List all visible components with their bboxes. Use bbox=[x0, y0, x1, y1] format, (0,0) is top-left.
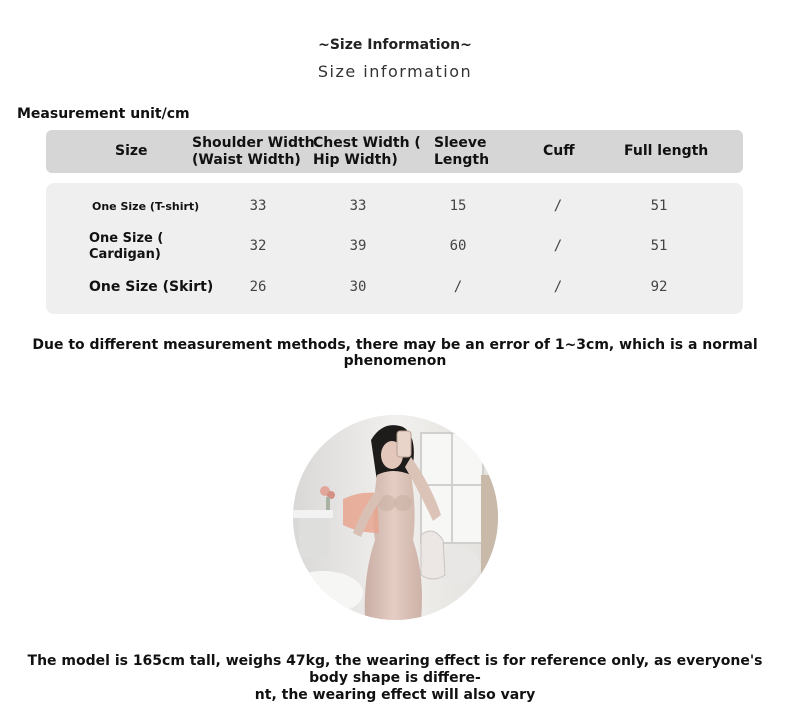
cell-sleeve: 60 bbox=[449, 238, 467, 254]
header-shoulder-line1: Shoulder Width bbox=[192, 135, 315, 151]
row-size-label bbox=[89, 231, 163, 263]
cell-chest: 30 bbox=[349, 279, 367, 295]
row-size-label: One Size (Skirt) bbox=[89, 279, 214, 295]
row-size-label-line1: One Size ( bbox=[89, 231, 164, 246]
page-title: ~Size Information~ bbox=[318, 37, 472, 53]
model-photo-icon bbox=[293, 415, 498, 620]
cell-sleeve: 15 bbox=[449, 198, 467, 214]
cell-cuff: / bbox=[553, 238, 563, 254]
model-info-note bbox=[8, 653, 782, 704]
header-chest-width bbox=[313, 135, 421, 169]
header-chest-line1: Chest Width ( bbox=[313, 135, 421, 151]
cell-full-length: 92 bbox=[650, 279, 668, 295]
header-cuff: Cuff bbox=[543, 143, 575, 159]
measurement-unit-label: Measurement unit/cm bbox=[17, 106, 190, 122]
measurement-error-note: Due to different measurement methods, there may be an error of 1~3cm, which is a normal phenomenon bbox=[32, 337, 758, 369]
row-size-label-line2: Cardigan) bbox=[89, 247, 161, 262]
cell-cuff: / bbox=[553, 198, 563, 214]
row-size-label: One Size (T-shirt) bbox=[92, 200, 200, 213]
cell-cuff: / bbox=[553, 279, 563, 295]
cell-shoulder: 33 bbox=[249, 198, 267, 214]
model-info-line2: nt, the wearing effect will also vary bbox=[254, 687, 536, 703]
page-subtitle: Size information bbox=[317, 62, 473, 81]
cell-chest: 39 bbox=[349, 238, 367, 254]
header-sleeve-line2: Length bbox=[434, 152, 490, 168]
header-shoulder-line2: (Waist Width) bbox=[192, 152, 301, 168]
header-shoulder-width bbox=[192, 135, 315, 169]
cell-shoulder: 26 bbox=[249, 279, 267, 295]
size-table-body bbox=[46, 183, 743, 314]
size-table-header bbox=[46, 130, 743, 173]
header-size: Size bbox=[115, 143, 148, 159]
model-info-line1: The model is 165cm tall, weighs 47kg, the wearing effect is for reference only, as everyone's body shape is differe- bbox=[27, 653, 763, 686]
cell-chest: 33 bbox=[349, 198, 367, 214]
cell-sleeve: / bbox=[453, 279, 463, 295]
header-chest-line2: Hip Width) bbox=[313, 152, 398, 168]
header-sleeve-length bbox=[434, 135, 489, 169]
cell-full-length: 51 bbox=[650, 198, 668, 214]
header-full-length: Full length bbox=[624, 143, 709, 159]
cell-full-length: 51 bbox=[650, 238, 668, 254]
model-photo bbox=[293, 415, 498, 620]
cell-shoulder: 32 bbox=[249, 238, 267, 254]
header-sleeve-line1: Sleeve bbox=[434, 135, 487, 151]
